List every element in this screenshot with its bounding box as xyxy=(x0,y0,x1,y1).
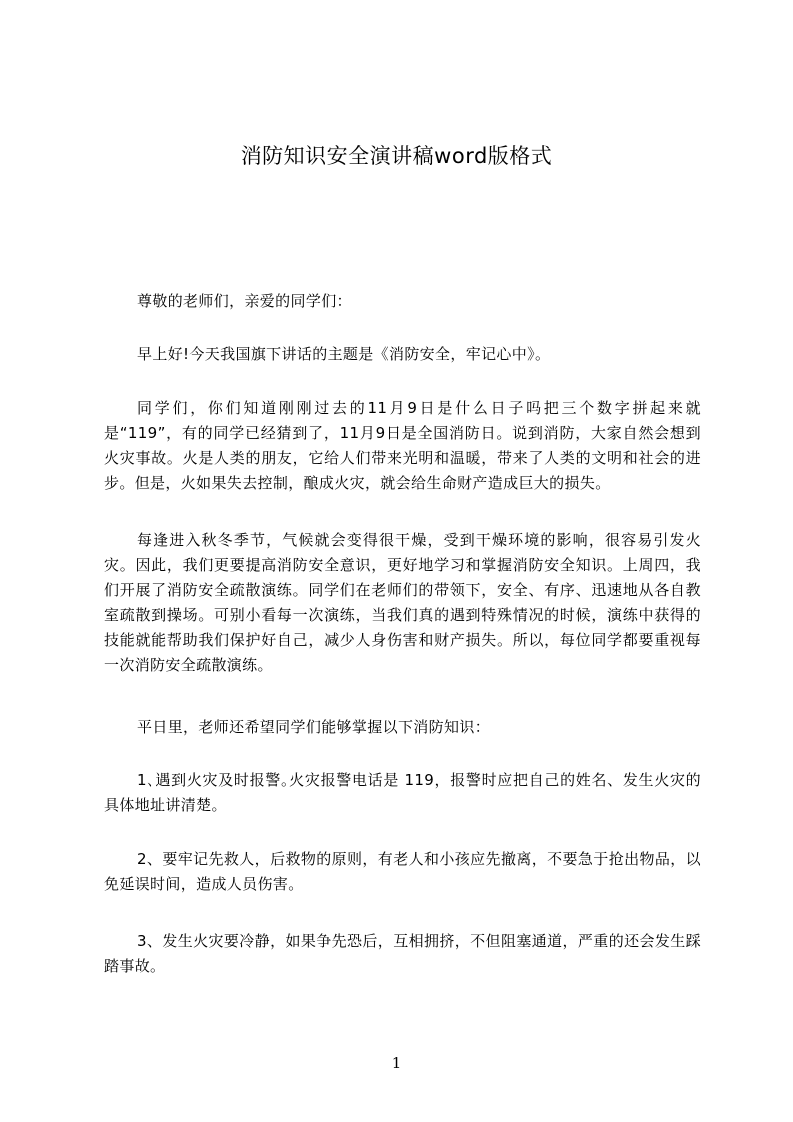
knowledge-intro-paragraph: 平日里，老师还希望同学们能够掌握以下消防知识： xyxy=(137,718,491,736)
tip-1-paragraph: 1､遇到火灾及时报警｡火灾报警电话是 119，报警时应把自己的姓名、发生火灾的具体地址讲清楚。 xyxy=(104,771,701,814)
greeting-paragraph: 尊敬的老师们，亲爱的同学们： xyxy=(137,292,352,310)
document-title: 消防知识安全演讲稿word版格式 xyxy=(240,144,553,168)
topic-paragraph: 早上好!今天我国旗下讲话的主题是《消防安全，牢记心中》。 xyxy=(137,345,551,363)
tip-3-paragraph: 3、发生火灾要冷静，如果争先恐后，互相拥挤，不但阻塞通道，严重的还会发生踩踏事故。 xyxy=(104,932,701,975)
tip-2-paragraph: 2、要牢记先救人，后救物的原则，有老人和小孩应先撤离，不要急于抢出物品，以免延误时间，造成人员伤害。 xyxy=(104,850,701,893)
drill-paragraph: 每逢进入秋冬季节，气候就会变得很干燥，受到干燥环境的影响，很容易引发火灾。因此，我们更要提高消防安全意识，更好地学习和掌握消防安全知识。上周四，我们开展了消防安全疏散演练。同学们在老师们的带领下，安全、有序、迅速地从各自教室疏散到操场。可别小看每一次演练，当我们真的遇到特殊情况的时候，演练中获得的技能就能帮助我们保护好自己，减少人身伤害和财产损失。所以，每位同学都要重视每一次消防安全疏散演练。 xyxy=(104,531,701,674)
fire-day-paragraph: 同学们，你们知道刚刚过去的11月9日是什么日子吗把三个数字拼起来就是“119”，有的同学已经猜到了，11月9日是全国消防日。说到消防，大家自然会想到火灾事故。火是人类的朋友，它给人们带来光明和温暖，带来了人类的文明和社会的进步。但是，火如果失去控制，酿成火灾，就会给生命财产造成巨大的损失。 xyxy=(104,399,701,492)
page-number: 1 xyxy=(391,1054,402,1072)
